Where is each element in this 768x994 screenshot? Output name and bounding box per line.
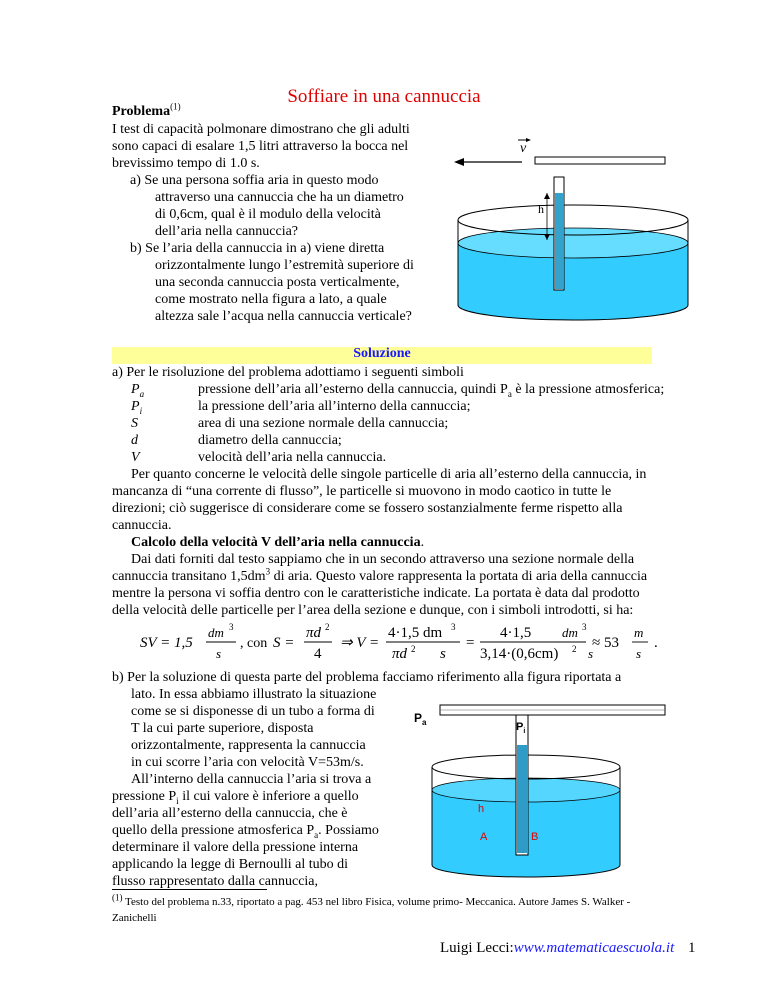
solution-b2-2: pressione $P_i$ il cui valore è inferiore a quello (112, 789, 359, 806)
symbol-pi-desc: la pressione dell’aria all’interno della cannuccia; (198, 399, 471, 414)
problem-heading: Problema (112, 104, 171, 119)
formula-s-eq: S = (273, 635, 295, 651)
solution-b2-3: dell’aria all’esterno della cannuccia, che è (112, 806, 348, 821)
solution-b2-1: All’interno della cannuccia l’aria si trova a (131, 772, 372, 787)
problem-intro-2: sono capaci di esalare 1,5 litri attraverso la bocca nel (112, 139, 409, 154)
horizontal-straw (535, 157, 665, 164)
problem-note-ref: (1) (170, 101, 181, 112)
page-footer (440, 940, 696, 957)
problem-a-4: dell’aria nella cannuccia? (155, 224, 299, 239)
problem-a-2: attraverso una cannuccia che ha un diametro (155, 190, 404, 205)
formula-n-unit-num-exp: 3 (582, 622, 587, 632)
formula-eq: = (466, 635, 475, 651)
problem-intro-3: brevissimo tempo di 1.0 s. (112, 156, 260, 171)
height-label: h (538, 202, 544, 216)
solution-b2-6: applicando la legge di Bernoulli al tubo di (112, 857, 348, 872)
formula-unit-den: s (216, 646, 222, 661)
pa-label: $P_a$ (414, 711, 427, 727)
solution-para2-2: cannuccia transitano $1,5dm^3$ di aria. Questo valore rappresenta la portata di aria della cannuccia (112, 566, 648, 584)
footnote-line-1: $^{(1)}$ Testo del problema n.33, riportato a pag. 453 nel libro Fisica, volume primo- Meccanica. Autore James S. Walker - (112, 892, 631, 908)
problem-heading-line (112, 103, 181, 121)
problem-a-3: di 0,6cm, qual è il modulo della velocità (155, 207, 381, 222)
solution-b-4: T la cui parte superiore, disposta (131, 721, 314, 736)
velocity-formula (140, 618, 670, 666)
formula-v-num-exp: 3 (451, 622, 456, 632)
problem-b-4: come mostrato nella figura a lato, a quale (155, 292, 387, 307)
page-title: Soffiare in una cannuccia (287, 86, 481, 107)
solution-b2-4: quello della pressione atmosferica $P_a$. Possiamo (112, 823, 379, 840)
formula-con: , con (240, 636, 268, 651)
formula-s-num: πd (306, 625, 322, 641)
formula-implies: ⇒ V = (340, 635, 380, 651)
problem-a-1: a) Se una persona soffia aria in questo modo (130, 173, 379, 188)
solution-b-2: lato. In essa abbiamo illustrato la situazione (131, 687, 377, 702)
solution-para1-1: Per quanto concerne le velocità delle singole particelle di aria all’esterno della cannuccia, in (131, 467, 647, 482)
solution-para1-4: cannuccia. (112, 518, 172, 533)
symbol-d: d (131, 433, 138, 448)
problem-b-3: una seconda cannuccia posta verticalmente, (155, 275, 400, 290)
solution-b2-5: determinare il valore della pressione interna (112, 840, 359, 855)
height-arrow-up (544, 193, 550, 199)
formula-r-unit-num: m (634, 625, 644, 640)
formula-n-den: 3,14·(0,6cm) (480, 646, 559, 662)
formula-unit-num-exp: 3 (229, 622, 234, 632)
symbol-v-desc: velocità dell’aria nella cannuccia. (198, 450, 387, 465)
calc-heading: Calcolo della velocità V dell’aria nella cannuccia. (131, 535, 425, 550)
solution-para2-3: mentre la persona vi soffia dentro con le caratteristiche indicate. La portata è data dal prodotto (112, 586, 640, 601)
formula-v-den-unit: s (440, 646, 446, 662)
formula-approx: ≈ 53 (592, 635, 619, 651)
solution-para2-1: Dai dati forniti dal testo sappiamo che in un secondo attraverso una sezione normale della (131, 552, 635, 567)
solution-b-5: orizzontalmente, rappresenta la cannuccia (131, 738, 366, 753)
footnote-line-2: Zanichelli (112, 912, 157, 924)
formula-n-num: 4·1,5 (500, 625, 532, 641)
solution-para1-2: mancanza di “una corrente di flusso”, le particelle si muovono in modo caotico in tutte le (112, 484, 612, 499)
solution-a-intro: a) Per le risoluzione del problema adottiamo i seguenti simboli (112, 365, 464, 380)
problem-intro-1: I test di capacità polmonare dimostrano che gli adulti (112, 122, 410, 137)
point-b-label: B (531, 831, 539, 843)
footer-website[interactable]: www.matematicaescuola.it (513, 940, 675, 956)
velocity-label-arrowhead (526, 138, 531, 142)
solution-b-1: b) Per la soluzione di questa parte del problema facciamo riferimento alla figura riportata a (112, 670, 622, 685)
problem-b-2: orizzontalmente lungo l’estremità superiore di (155, 258, 414, 273)
formula-s-num-exp: 2 (325, 622, 330, 632)
pi-label: $P_i$ (516, 721, 526, 735)
symbol-d-desc: diametro della cannuccia; (198, 433, 342, 448)
solution-para2-4: della velocità delle particelle per l’area della sezione e dunque, con i simboli introdotti, si ha: (112, 603, 634, 618)
formula-n-den-exp: 2 (572, 644, 577, 654)
formula-v-den: πd (392, 646, 408, 662)
point-a-label: A (480, 831, 488, 843)
straw-water-column (555, 193, 563, 289)
symbol-s-desc: area di una sezione normale della cannuccia; (198, 416, 449, 431)
footer-author: Luigi Lecci: (440, 940, 514, 956)
problem-b-1: b) Se l’aria della cannuccia in a) viene diretta (130, 241, 385, 256)
formula-end: . (654, 635, 658, 651)
solution-heading: Soluzione (353, 346, 411, 361)
water-surface (458, 228, 688, 258)
velocity-arrowhead (454, 158, 464, 166)
symbol-pi: $P_i$ (131, 399, 143, 416)
figure-t-tube (410, 700, 670, 880)
symbol-pa-desc: pressione dell’aria all’esterno della cannuccia, quindi $P_a$ è la pressione atmosferica; (198, 382, 665, 399)
formula-v-num: 4·1,5 dm (388, 625, 443, 641)
tube-water-column (517, 745, 527, 853)
formula-lhs: SV = 1,5 (140, 635, 193, 651)
solution-para1-3: direzioni; ciò suggerisce di considerare come se fossero sostanzialmente ferme rispetto alla (112, 501, 623, 516)
formula-r-unit-den: s (636, 646, 642, 661)
velocity-label: v (520, 141, 527, 156)
symbol-pa: $P_a$ (131, 382, 145, 399)
h-label: h (478, 803, 485, 815)
solution-b2-7: flusso rappresentato dalla cannuccia, (112, 874, 319, 889)
solution-b-3: come se si disponesse di un tubo a forma di (131, 704, 375, 719)
formula-n-unit-den: s (588, 646, 594, 661)
footnote-separator (112, 889, 267, 890)
formula-n-unit-num: dm (562, 625, 578, 640)
formula-unit-num: dm (208, 625, 224, 640)
formula-v-den-exp: 2 (411, 644, 416, 654)
page-number: 1 (688, 940, 696, 956)
formula-s-den: 4 (314, 646, 322, 662)
symbol-s: S (131, 416, 138, 431)
figure-straw-beaker (450, 135, 700, 325)
symbol-v: V (131, 450, 140, 465)
problem-b-5: altezza sale l’acqua nella cannuccia verticale? (155, 309, 412, 324)
solution-b-6: in cui scorre l’aria con velocità V=53m/s. (131, 755, 364, 770)
